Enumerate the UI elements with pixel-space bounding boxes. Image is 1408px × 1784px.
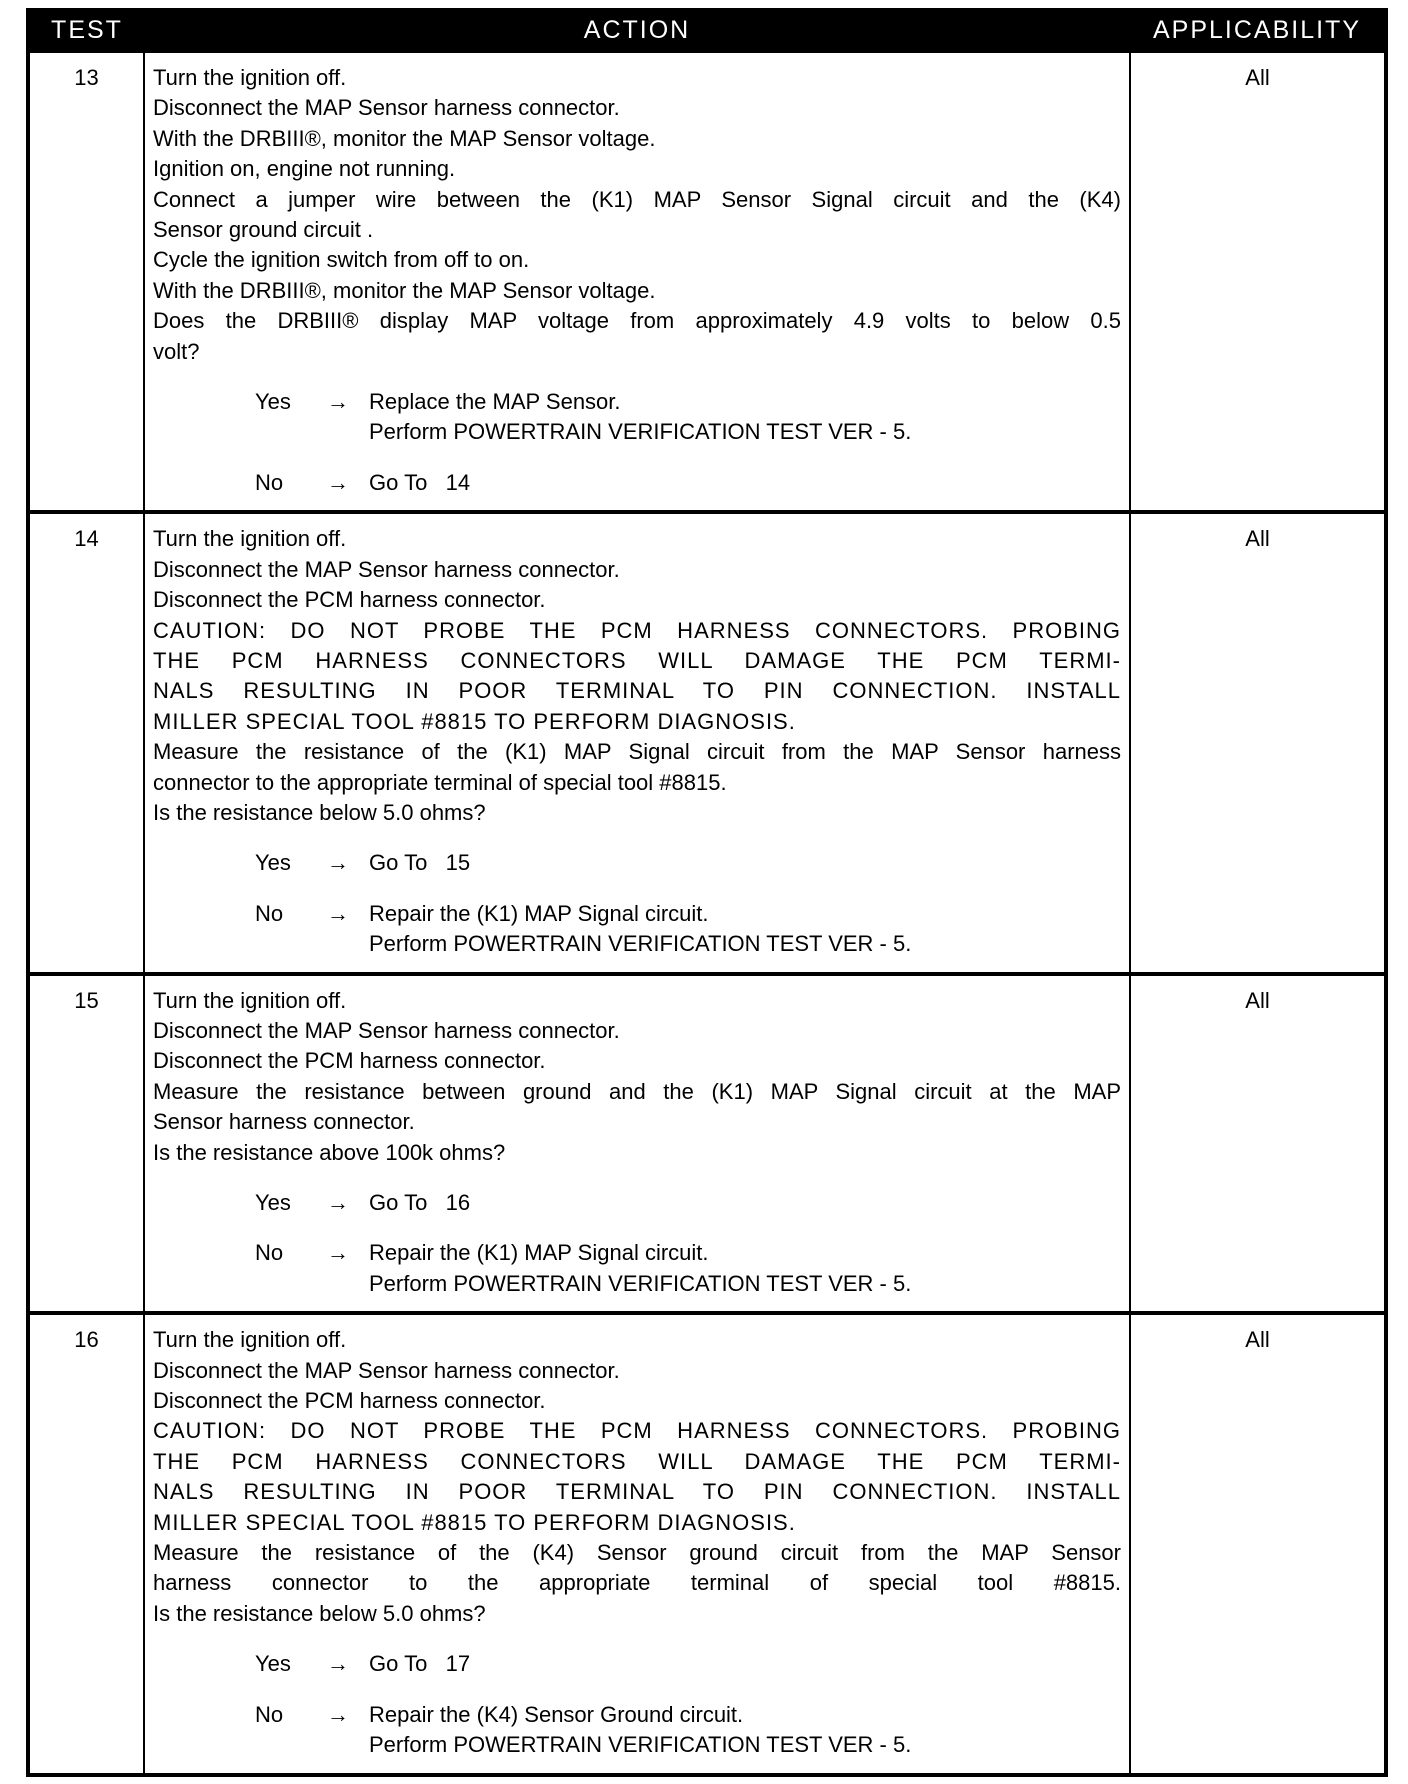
- answer-action-text: Go To 15: [369, 850, 471, 876]
- answer-action-text: Go To 16: [369, 1190, 471, 1215]
- caution-text: CAUTION: DO NOT PROBE THE PCM HARNESS CONNECTORS. PROBING: [153, 617, 1121, 643]
- caution-text: THE PCM HARNESS CONNECTORS WILL DAMAGE THE PCM TERMI-: [153, 647, 1121, 673]
- step-text: Ignition on, engine not running.: [153, 156, 456, 182]
- arrow-right-icon: →: [327, 1701, 349, 1727]
- step-text: Sensor harness connector.: [153, 1109, 415, 1135]
- step-text: Measure the resistance of the (K1) MAP Signal circuit from the MAP Sensor harness: [153, 739, 1121, 765]
- test-row: [28, 51, 1386, 512]
- answer-yes: [255, 387, 1121, 448]
- answer-label: Yes: [255, 1190, 291, 1215]
- answer-label: No: [255, 469, 284, 495]
- applicability-cell: All: [1130, 512, 1386, 973]
- arrow-right-icon: →: [327, 469, 349, 495]
- test-row: [28, 512, 1386, 973]
- step-text: Disconnect the MAP Sensor harness connector.: [153, 1357, 620, 1383]
- header-applicability: APPLICABILITY: [1130, 10, 1386, 51]
- answer-action-text: Perform POWERTRAIN VERIFICATION TEST VER - 5.: [369, 931, 912, 957]
- header-test: TEST: [28, 10, 144, 51]
- answer-action-text: Perform POWERTRAIN VERIFICATION TEST VER - 5.: [369, 419, 912, 445]
- step-text: Disconnect the PCM harness connector.: [153, 1388, 546, 1414]
- test-number: 15: [28, 974, 144, 1314]
- arrow-right-icon: →: [327, 389, 349, 415]
- answer-action-text: Repair the (K1) MAP Signal circuit.: [369, 900, 709, 926]
- applicability-cell: All: [1130, 1313, 1386, 1774]
- step-text: Disconnect the MAP Sensor harness connector.: [153, 556, 620, 582]
- answer-action-text: Repair the (K1) MAP Signal circuit.: [369, 1240, 709, 1266]
- caution-text: MILLER SPECIAL TOOL #8815 TO PERFORM DIAGNOSIS.: [153, 1509, 796, 1535]
- arrow-right-icon: →: [327, 1240, 349, 1266]
- table-header-row: [28, 10, 1386, 51]
- answer-label: No: [255, 1240, 284, 1266]
- answer-no: [255, 1700, 1121, 1761]
- step-text: Turn the ignition off.: [153, 65, 347, 90]
- answer-yes: [255, 1188, 1121, 1218]
- answer-label: Yes: [255, 850, 291, 876]
- answer-label: Yes: [255, 1651, 291, 1677]
- step-text: Disconnect the PCM harness connector.: [153, 587, 546, 613]
- answer-label: Yes: [255, 389, 291, 415]
- test-number: 14: [28, 512, 144, 973]
- test-number: 13: [28, 51, 144, 512]
- answer-action-text: Go To 14: [369, 469, 471, 495]
- step-text: Disconnect the MAP Sensor harness connector.: [153, 95, 620, 121]
- step-text: Does the DRBIII® display MAP voltage from approximately 4.9 volts to below 0.5: [153, 308, 1121, 334]
- answer-action-text: Go To 17: [369, 1651, 471, 1677]
- answer-label: No: [255, 1701, 284, 1727]
- caution-text: MILLER SPECIAL TOOL #8815 TO PERFORM DIAGNOSIS.: [153, 708, 796, 734]
- step-text: Connect a jumper wire between the (K1) MAP Sensor Signal circuit and the (K4): [153, 186, 1121, 212]
- caution-text: NALS RESULTING IN POOR TERMINAL TO PIN CONNECTION. INSTALL: [153, 678, 1121, 704]
- step-text: connector to the appropriate terminal of special tool #8815.: [153, 769, 727, 795]
- step-text: With the DRBIII®, monitor the MAP Sensor voltage.: [153, 125, 656, 151]
- test-row: [28, 974, 1386, 1314]
- step-text: Turn the ignition off.: [153, 1327, 347, 1353]
- step-text: Is the resistance below 5.0 ohms?: [153, 1600, 486, 1626]
- step-text: Is the resistance above 100k ohms?: [153, 1139, 506, 1165]
- action-cell: [144, 512, 1130, 973]
- step-text: With the DRBIII®, monitor the MAP Sensor voltage.: [153, 277, 656, 303]
- answer-action-text: Replace the MAP Sensor.: [369, 389, 621, 415]
- step-text: Measure the resistance between ground and the (K1) MAP Signal circuit at the MAP: [153, 1078, 1121, 1104]
- step-text: Sensor ground circuit .: [153, 217, 374, 243]
- step-text: Cycle the ignition switch from off to on.: [153, 247, 530, 273]
- step-text: Is the resistance below 5.0 ohms?: [153, 799, 486, 825]
- caution-text: CAUTION: DO NOT PROBE THE PCM HARNESS CONNECTORS. PROBING: [153, 1418, 1121, 1444]
- diagnostic-test-table: [26, 8, 1388, 1777]
- caution-text: THE PCM HARNESS CONNECTORS WILL DAMAGE THE PCM TERMI-: [153, 1448, 1121, 1474]
- caution-text: NALS RESULTING IN POOR TERMINAL TO PIN CONNECTION. INSTALL: [153, 1479, 1121, 1505]
- answer-yes: [255, 848, 1121, 878]
- arrow-right-icon: →: [327, 1651, 349, 1677]
- step-text: Disconnect the MAP Sensor harness connector.: [153, 1017, 620, 1043]
- test-number: 16: [28, 1313, 144, 1774]
- answer-action-text: Perform POWERTRAIN VERIFICATION TEST VER - 5.: [369, 1732, 912, 1758]
- answer-action-text: Repair the (K4) Sensor Ground circuit.: [369, 1701, 744, 1727]
- step-text: Turn the ignition off.: [153, 526, 347, 552]
- action-cell: [144, 51, 1130, 512]
- step-text: Disconnect the PCM harness connector.: [153, 1048, 546, 1074]
- answer-no: [255, 1238, 1121, 1299]
- action-cell: [144, 974, 1130, 1314]
- step-text: harness connector to the appropriate terminal of special tool #8815.: [153, 1570, 1121, 1596]
- table-body: [28, 51, 1386, 1775]
- test-row: [28, 1313, 1386, 1774]
- step-text: Measure the resistance of the (K4) Sensor ground circuit from the MAP Sensor: [153, 1540, 1121, 1566]
- answer-no: [255, 899, 1121, 960]
- action-cell: [144, 1313, 1130, 1774]
- arrow-right-icon: →: [327, 1190, 349, 1215]
- step-text: Turn the ignition off.: [153, 987, 347, 1013]
- answer-label: No: [255, 900, 284, 926]
- arrow-right-icon: →: [327, 850, 349, 876]
- applicability-cell: All: [1130, 974, 1386, 1314]
- answer-no: [255, 468, 1121, 498]
- header-action: ACTION: [144, 10, 1130, 51]
- applicability-cell: All: [1130, 51, 1386, 512]
- arrow-right-icon: →: [327, 900, 349, 926]
- answer-action-text: Perform POWERTRAIN VERIFICATION TEST VER - 5.: [369, 1270, 912, 1296]
- answer-yes: [255, 1649, 1121, 1679]
- step-text: volt?: [153, 338, 200, 364]
